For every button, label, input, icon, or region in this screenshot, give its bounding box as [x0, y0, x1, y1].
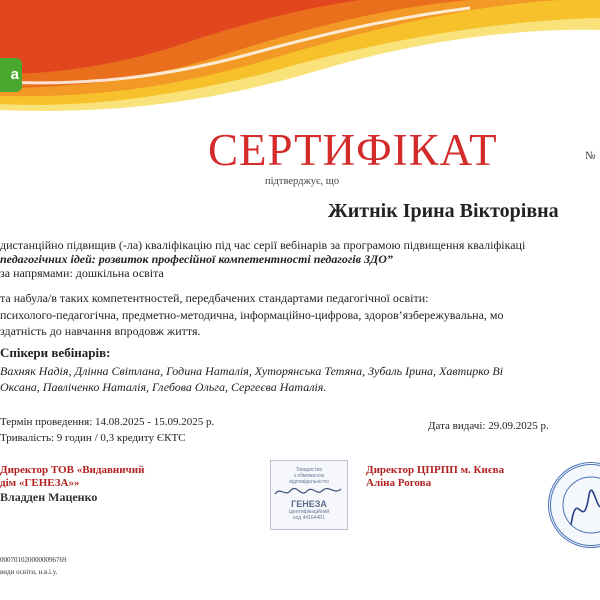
stamp-line-1: Товариство: [295, 467, 323, 473]
footer-code: 0007010200000096769: [0, 556, 67, 564]
directions-value: дошкільна освіта: [75, 266, 164, 280]
stamp-line-4: Ідентифікаційний: [288, 509, 330, 515]
speakers-list-2: Оксана, Павліченко Наталія, Глебова Ольга, Сергеєва Наталія.: [0, 380, 327, 394]
signature-scribble-left: [271, 485, 345, 499]
competencies-list-end: здатність до навчання впродовж життя.: [0, 324, 201, 338]
left-signer-title-1: Директор ТОВ «Видавничий: [0, 464, 145, 476]
confirms-text: підтверджує, що: [265, 176, 340, 187]
publisher-logo: a: [0, 58, 22, 92]
directions-line: [0, 266, 164, 281]
competencies-intro: та набула/в таких компетентностей, передбачених стандартами педагогічної освіти:: [0, 291, 429, 305]
right-signer-title: Директор ЦПРПП м. Києва: [366, 464, 505, 476]
certificate-title: СЕРТИФІКАТ: [208, 125, 498, 175]
issue-date: Дата видачі: 29.09.2025 р.: [428, 420, 549, 432]
period-text: Термін проведення: 14.08.2025 - 15.09.2025 р.: [0, 416, 215, 428]
speakers-heading: Спікери вебінарів:: [0, 345, 111, 360]
stamp-line-3: відповідальністю: [289, 479, 329, 485]
body-line-1: дистанційно підвищив (-ла) кваліфікацію під час серії вебінарів за програмою підвищення кваліфікаці: [0, 238, 526, 252]
stamp-line-5: код 44164481: [293, 515, 325, 521]
speakers-list-1: Вахняк Надія, Длінна Світлана, Година Наталія, Хуторянська Тетяна, Зубаль Ірина, Хавтирко Ві: [0, 364, 504, 378]
stamp-line-2: з обмеженою: [293, 473, 325, 479]
official-seal: [548, 462, 600, 548]
competencies-list: психолого-педагогічна, предметно-методична, інформаційно-цифрова, здоров’язбережувальна, мо: [0, 308, 504, 322]
right-signer-name: Аліна Рогова: [366, 477, 432, 489]
left-signer-title-2: дім «ГЕНЕЗА»»: [0, 477, 80, 489]
left-signer-name: Владден Маценко: [0, 490, 98, 504]
footer-note: види освіти, н.в.і.у.: [0, 568, 58, 576]
publisher-stamp: [270, 460, 348, 530]
certificate-number-label: №: [585, 150, 596, 162]
recipient-name: Житнік Ірина Вікторівна: [328, 200, 559, 222]
directions-prefix: за напрямами:: [0, 266, 76, 280]
duration-text: Тривалість: 9 годин / 0,3 кредиту ЄКТС: [0, 432, 186, 444]
program-title: педагогічних ідей: розвиток професійної компетентності педагогів ЗДО”: [0, 252, 393, 266]
stamp-name: ГЕНЕЗА: [291, 499, 327, 509]
seal-signature: [551, 465, 600, 545]
